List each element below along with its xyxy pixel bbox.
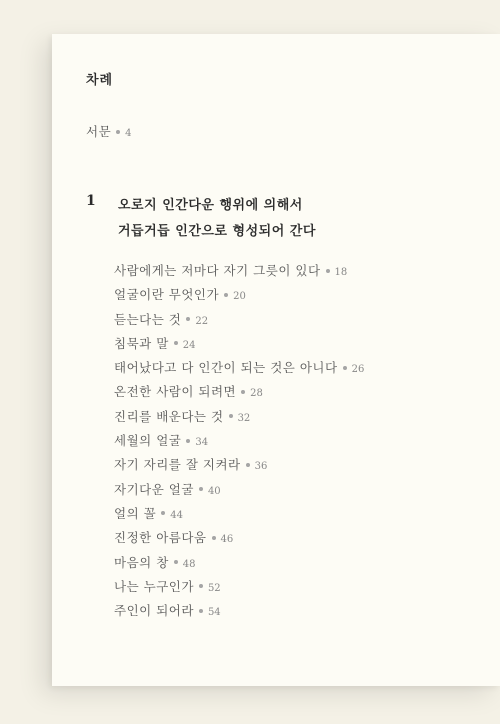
page-number: 24 [182,339,196,351]
chapter-title: 얼굴이란 무엇인가 [114,287,220,303]
page-title: 차례 [86,73,114,88]
toc-entry [114,287,364,311]
leader-dot [229,414,233,418]
chapter-title: 나는 누구인가 [114,578,194,594]
page-number: 34 [195,437,209,449]
chapter-title: 진리를 배운다는 것 [114,408,224,424]
chapter-title: 태어났다고 다 인간이 되는 것은 아니다 [114,360,338,376]
toc-entry [114,506,364,530]
chapter-title: 주인이 되어라 [114,603,194,619]
toc-entry [114,555,364,579]
part-title-line-1: 오로지 인간다운 행위에 의해서 [118,198,303,213]
page-number: 32 [237,412,251,424]
chapter-title: 얼의 꼴 [114,505,157,521]
leader-dot [326,269,330,273]
toc-entry [114,433,364,457]
leader-dot [116,130,120,134]
toc-entry [114,579,364,603]
leader-dot [199,609,203,613]
leader-dot [246,463,250,467]
toc-entry [114,263,364,287]
part-title-line-2: 거듭거듭 인간으로 형성되어 간다 [118,224,316,239]
leader-dot [174,341,178,345]
leader-dot [199,584,203,588]
toc-entry [114,457,364,481]
preface-label: 서문 [86,124,112,139]
page-number: 18 [334,267,348,278]
page-number: 28 [250,388,263,400]
chapter-title: 진정한 아름다움 [114,530,207,546]
leader-dot [224,293,228,297]
page-number: 52 [207,582,221,594]
page-number: 40 [207,485,221,497]
leader-dot [343,366,347,370]
chapter-title: 세월의 얼굴 [114,433,182,449]
page-number: 44 [170,509,183,521]
page-number: 20 [233,291,246,303]
page-number: 54 [207,607,221,619]
toc-entry [114,482,364,506]
toc-entry [114,336,364,360]
toc-entry [114,360,364,384]
chapter-title: 자기다운 얼굴 [114,481,194,497]
toc-entry [114,384,364,408]
chapter-title: 마음의 창 [114,554,169,570]
chapter-list [114,263,364,627]
leader-dot [161,511,165,515]
toc-entry [114,530,364,554]
book-page [52,34,500,686]
toc-entry [114,312,364,336]
chapter-title: 자기 자리를 잘 지켜라 [114,457,241,473]
leader-dot [174,560,178,564]
page-number: 48 [182,558,196,570]
page-number: 26 [351,364,365,376]
chapter-title: 듣는다는 것 [114,311,182,327]
toc-entry-preface [86,122,132,140]
page-number: 22 [195,315,209,327]
page-number: 36 [254,461,268,473]
leader-dot [212,536,216,540]
page-number: 4 [125,128,132,139]
leader-dot [186,439,190,443]
page-number: 46 [220,534,234,546]
leader-dot [199,487,203,491]
leader-dot [241,390,245,394]
toc-entry [114,409,364,433]
chapter-title: 사람에게는 저마다 자기 그릇이 있다 [114,263,321,278]
chapter-title: 온전한 사람이 되려면 [114,384,237,400]
part-number: 1 [86,193,96,209]
chapter-title: 침묵과 말 [114,335,169,351]
toc-entry [114,603,364,627]
leader-dot [186,317,190,321]
